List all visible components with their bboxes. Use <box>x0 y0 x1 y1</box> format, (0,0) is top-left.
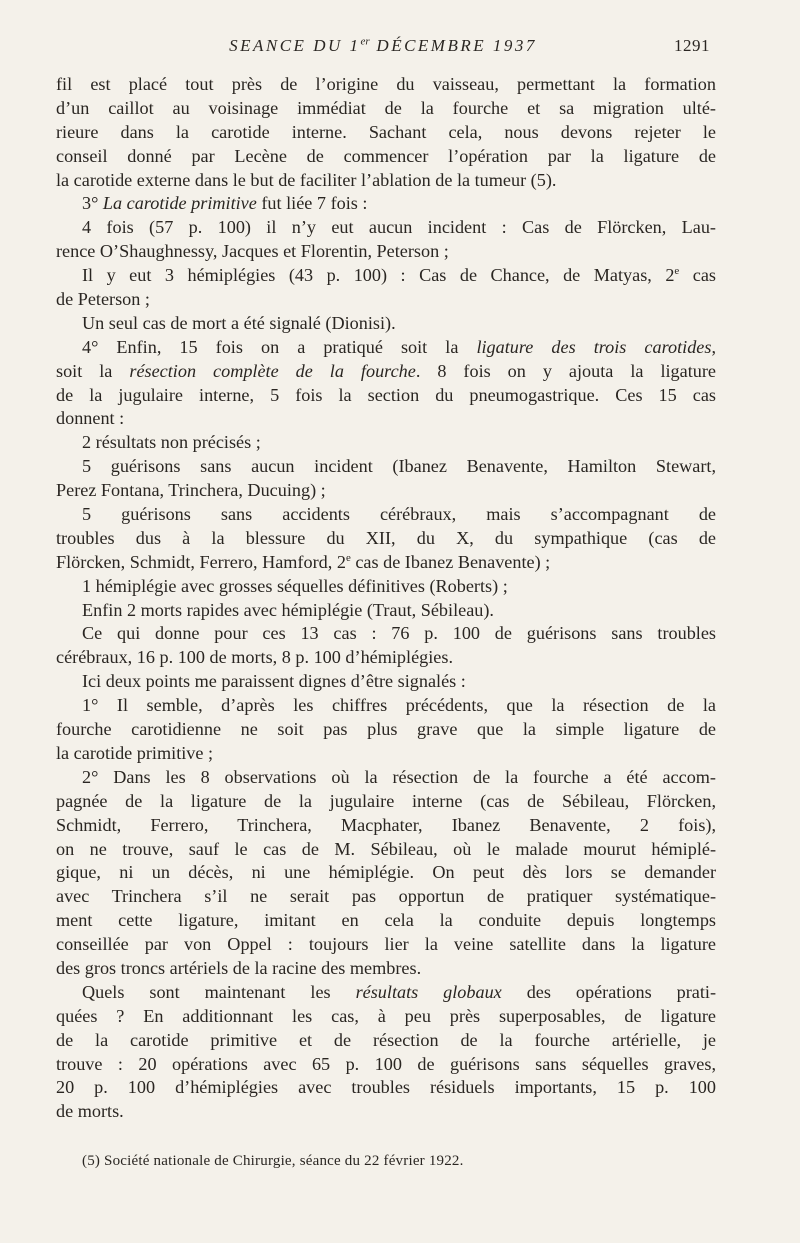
text-segment: donnent : <box>56 408 125 429</box>
text-segment: Ce qui donne pour ces 13 cas : 76 p. 100 de guérisons sans troubles <box>82 623 716 644</box>
text-segment: cas de Ibanez Benavente) ; <box>350 551 551 572</box>
text-line <box>56 360 716 384</box>
text-line <box>56 169 716 193</box>
text-line <box>56 431 716 455</box>
running-title-superscript: er <box>360 35 370 48</box>
text-line <box>56 957 716 981</box>
text-line <box>56 479 716 503</box>
text-segment: rieure dans la carotide interne. Sachant cela, nous devons rejeter le <box>56 121 716 142</box>
page-number: 1291 <box>674 36 710 55</box>
text-segment: de la carotide primitive et de résection de la fourche artérielle, je <box>56 1029 716 1050</box>
text-line <box>56 312 716 336</box>
text-segment: gique, ni un décès, ni une hémiplégie. On peut dès lors se demander <box>56 862 716 883</box>
text-segment: Enfin 2 morts rapides avec hémiplégie (Traut, Sébileau). <box>82 599 494 620</box>
text-line <box>56 718 716 742</box>
text-line <box>56 336 716 360</box>
text-line <box>56 742 716 766</box>
text-segment: 2 résultats non précisés ; <box>82 432 261 453</box>
footnote: (5) Société nationale de Chirurgie, séance du 22 février 1922. <box>82 1153 464 1169</box>
text-line <box>56 599 716 623</box>
text-segment: 1° Il semble, d’après les chiffres précédents, que la résection de la <box>82 695 716 716</box>
text-segment: de Peterson ; <box>56 289 150 310</box>
italic-text: La carotide primitive <box>102 193 257 214</box>
text-line <box>56 694 716 718</box>
text-segment: avec Trinchera s’il ne serait pas opportun de pratiquer systématique- <box>56 886 716 907</box>
text-line <box>56 646 716 670</box>
text-line <box>56 885 716 909</box>
text-segment: des opérations prati- <box>501 981 717 1002</box>
text-segment: soit la <box>56 360 130 381</box>
text-line <box>56 814 716 838</box>
text-line <box>56 97 716 121</box>
text-line <box>56 527 716 551</box>
text-line <box>56 622 716 646</box>
italic-text: résultats globaux <box>355 981 502 1002</box>
text-segment: Il y eut 3 hémiplégies (43 p. 100) : Cas de Chance, de Matyas, 2 <box>82 265 675 286</box>
body-text <box>56 73 716 1124</box>
text-line <box>56 790 716 814</box>
italic-text: ligature des trois carotides <box>476 336 712 357</box>
text-line <box>56 575 716 599</box>
text-segment: ment cette ligature, imitant en cela la conduite depuis longtemps <box>56 910 716 931</box>
text-line <box>56 264 716 288</box>
text-segment: , <box>711 336 716 357</box>
text-segment: 3° <box>82 193 103 214</box>
superscript: e <box>345 551 351 564</box>
text-line <box>56 861 716 885</box>
text-segment: on ne trouve, sauf le cas de M. Sébileau, où le malade mourut hémiplé- <box>56 838 716 859</box>
text-segment: Quels sont maintenant les <box>82 981 356 1002</box>
text-line <box>56 838 716 862</box>
text-segment: Flörcken, Schmidt, Ferrero, Hamford, 2 <box>56 551 346 572</box>
text-segment: cérébraux, 16 p. 100 de morts, 8 p. 100 d’hémiplégies. <box>56 647 453 668</box>
text-line <box>56 1053 716 1077</box>
text-segment: la carotide primitive ; <box>56 742 214 763</box>
text-segment: 20 p. 100 d’hémiplégies avec troubles résiduels importants, 15 p. 100 <box>56 1077 716 1098</box>
text-segment: quées ? En additionnant les cas, à peu près superposables, de ligature <box>56 1005 716 1026</box>
text-segment: troubles dus à la blessure du XII, du X, du sympathique (cas de <box>56 527 716 548</box>
text-line <box>56 145 716 169</box>
text-segment: la carotide externe dans le but de faciliter l’ablation de la tumeur (5). <box>56 169 557 190</box>
italic-text: résection complète de la fourche <box>129 360 416 381</box>
running-title-date: DÉCEMBRE 1937 <box>369 36 537 55</box>
text-segment: conseil donné par Lecène de commencer l’opération par la ligature de <box>56 145 716 166</box>
text-segment: Un seul cas de mort a été signalé (Dionisi). <box>82 312 396 333</box>
text-segment: 5 guérisons sans accidents cérébraux, mais s’accompagnant de <box>82 504 716 525</box>
text-line <box>56 455 716 479</box>
running-head <box>56 36 710 60</box>
text-segment: 1 hémiplégie avec grosses séquelles définitives (Roberts) ; <box>82 575 508 596</box>
text-segment: Perez Fontana, Trinchera, Ducuing) ; <box>56 480 326 501</box>
text-line <box>56 503 716 527</box>
text-line <box>56 240 716 264</box>
text-line <box>56 384 716 408</box>
text-line <box>56 981 716 1005</box>
superscript: e <box>674 265 680 278</box>
text-line <box>56 407 716 431</box>
text-line <box>56 121 716 145</box>
text-segment: 4 fois (57 p. 100) il n’y eut aucun incident : Cas de Flörcken, Lau- <box>82 217 716 238</box>
text-segment: d’un caillot au voisinage immédiat de la fourche et sa migration ulté- <box>56 97 716 118</box>
text-line <box>56 216 716 240</box>
text-segment: pagnée de la ligature de la jugulaire interne (cas de Sébileau, Flörcken, <box>56 790 716 811</box>
text-segment: trouve : 20 opérations avec 65 p. 100 de guérisons sans séquelles graves, <box>56 1053 716 1074</box>
text-segment: des gros troncs artériels de la racine des membres. <box>56 957 422 978</box>
text-segment: fil est placé tout près de l’origine du vaisseau, permettant la formation <box>56 74 716 94</box>
text-line <box>56 1076 716 1100</box>
running-title-text: SEANCE DU 1 <box>229 36 361 55</box>
text-line <box>56 933 716 957</box>
text-line <box>56 73 716 97</box>
text-segment: rence O’Shaughnessy, Jacques et Florentin, Peterson ; <box>56 241 449 262</box>
text-segment: conseillée par von Oppel : toujours lier la veine satellite dans la ligature <box>56 934 716 955</box>
text-segment: fourche carotidienne ne soit pas plus grave que la simple ligature de <box>56 719 716 740</box>
text-line <box>56 192 716 216</box>
text-line <box>56 1029 716 1053</box>
text-line <box>56 766 716 790</box>
text-line <box>56 909 716 933</box>
text-segment: de la jugulaire interne, 5 fois la section du pneumogastrique. Ces 15 cas <box>56 384 716 405</box>
text-line <box>56 551 716 575</box>
text-segment: cas <box>679 265 716 286</box>
text-line <box>56 1005 716 1029</box>
text-segment: de morts. <box>56 1101 124 1122</box>
text-segment: Ici deux points me paraissent dignes d’être signalés : <box>82 671 466 692</box>
text-segment: Schmidt, Ferrero, Trinchera, Macphater, Ibanez Benavente, 2 fois), <box>56 814 716 835</box>
text-line <box>56 288 716 312</box>
text-line <box>56 1100 716 1124</box>
running-title <box>56 36 710 56</box>
text-segment: 5 guérisons sans aucun incident (Ibanez Benavente, Hamilton Stewart, <box>82 456 716 477</box>
text-line <box>56 670 716 694</box>
text-segment: fut liée 7 fois : <box>256 193 368 214</box>
text-segment: . 8 fois on y ajouta la ligature <box>415 360 716 381</box>
text-segment: 4° Enfin, 15 fois on a pratiqué soit la <box>82 336 477 357</box>
text-segment: 2° Dans les 8 observations où la résection de la fourche a été accom- <box>82 766 716 787</box>
